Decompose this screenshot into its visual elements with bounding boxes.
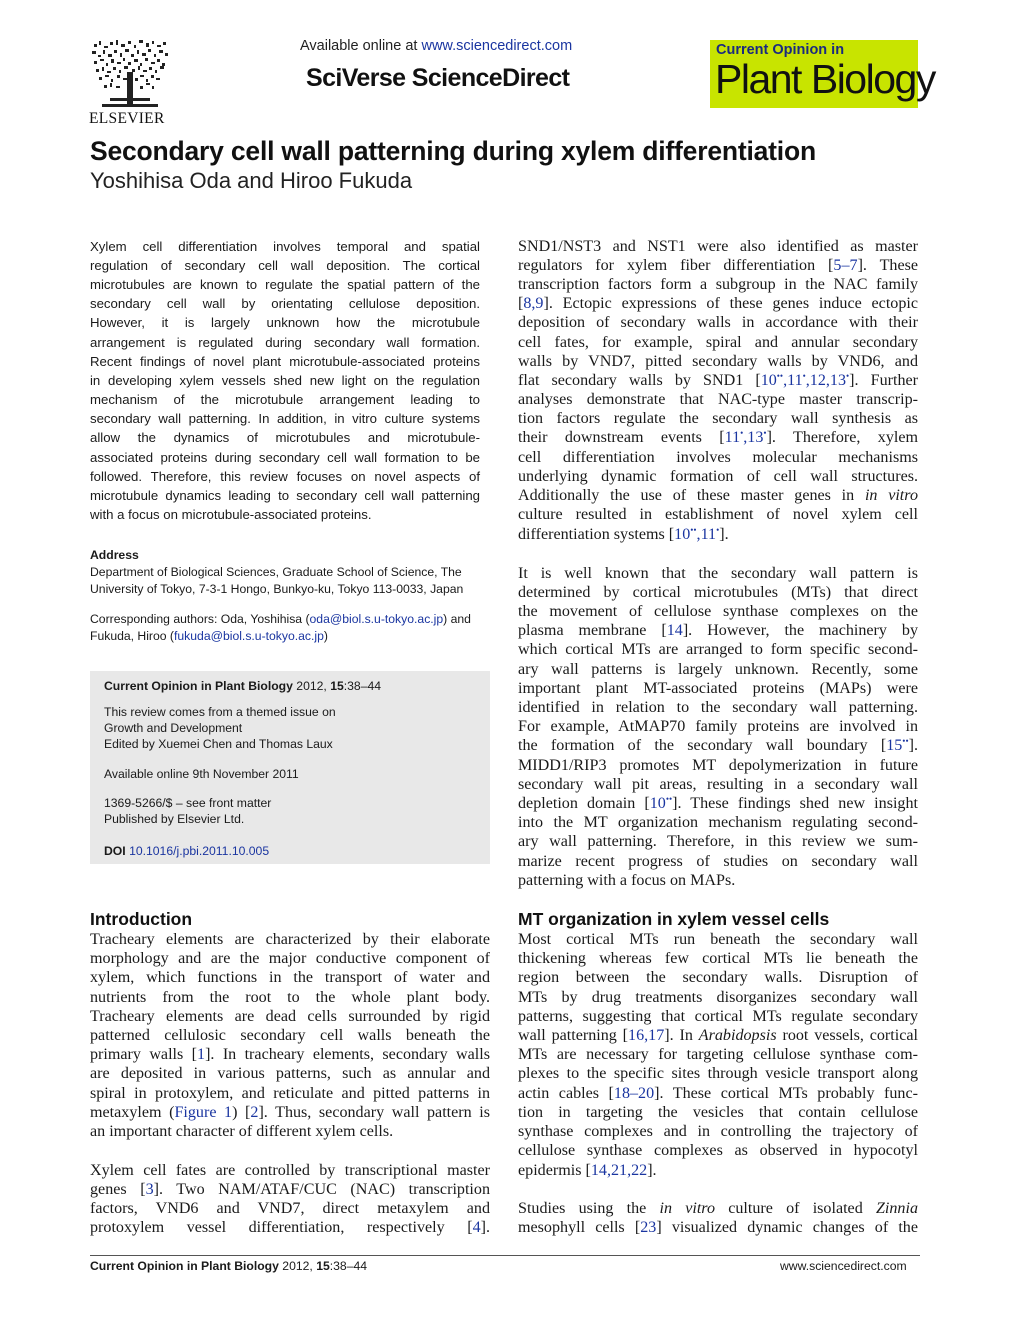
footer-url[interactable]: www.sciencedirect.com bbox=[780, 1259, 907, 1273]
available-online-line bbox=[300, 38, 572, 54]
reference-link[interactable]: 10••,11• bbox=[674, 525, 720, 543]
body-line: mesophyll cells [23] visualized dynamic changes of the bbox=[518, 1219, 919, 1236]
body-line: identified in relation to the secondary wall patterning. bbox=[518, 699, 918, 716]
body-line: underlying dynamic formation of cell wall structures. bbox=[518, 468, 918, 485]
body-line: culture resulted in establishment of novel xylem cell bbox=[518, 506, 918, 523]
body-line: plasma membrane [14]. However, the machinery by bbox=[518, 622, 918, 639]
section-heading-mt-organization: MT organization in xylem vessel cells bbox=[518, 909, 830, 929]
address-line2: University of Tokyo, 7-3-1 Hongo, Bunkyo-ku, Tokyo 113-0033, Japan bbox=[90, 582, 464, 596]
reference-link[interactable]: 14,21,22 bbox=[590, 1162, 648, 1179]
reference-link[interactable]: 10••,11•,12,13• bbox=[760, 371, 850, 389]
doi-line bbox=[104, 844, 269, 858]
footer-pages: :38–44 bbox=[329, 1259, 368, 1273]
footer-divider bbox=[90, 1255, 920, 1256]
body-line: marize recent progress of studies on secondary wall bbox=[518, 853, 918, 870]
body-line: morphology and are the major conductive component of bbox=[90, 950, 490, 967]
abstract-line: microtubule dynamics leading to secondary cell wall patterning bbox=[90, 488, 480, 503]
section-heading-introduction: Introduction bbox=[90, 909, 193, 929]
reference-link[interactable]: 10•• bbox=[649, 794, 673, 812]
article-title: Secondary cell wall patterning during xylem differentiation bbox=[90, 136, 816, 166]
corresponding-suffix: ) bbox=[323, 629, 328, 643]
reference-link[interactable]: 4 bbox=[472, 1219, 481, 1236]
body-line: nutrients from the root to the whole plant body. bbox=[90, 989, 490, 1006]
body-line: SND1/NST3 and NST1 were also identified as master bbox=[518, 238, 918, 255]
reference-link[interactable]: 2 bbox=[250, 1104, 259, 1121]
body-line: It is well known that the secondary wall pattern is bbox=[518, 565, 918, 582]
body-line: analyses demonstrate that NAC-type master transcrip- bbox=[518, 391, 918, 408]
reference-link[interactable]: 14 bbox=[666, 622, 683, 639]
body-line: the movement of cellulose synthase complexes on the bbox=[518, 603, 918, 620]
body-line: genes [3]. Two NAM/ATAF/CUC (NAC) transcription bbox=[90, 1181, 490, 1198]
article-authors: Yoshihisa Oda and Hiroo Fukuda bbox=[90, 168, 413, 193]
abstract-line: Recent findings of novel plant microtubule-associated proteins bbox=[90, 354, 480, 369]
abstract-line: secondary wall patterning. In addition, in vitro culture systems bbox=[90, 411, 480, 426]
abstract-line: in developing xylem vessels shed new light on the regulation bbox=[90, 373, 480, 388]
article-info-box bbox=[90, 671, 490, 864]
body-line: actin cables [18–20]. These cortical MTs probably func- bbox=[518, 1085, 918, 1102]
citation-line bbox=[104, 679, 381, 693]
footer-volume: 15 bbox=[316, 1259, 330, 1273]
reference-link[interactable]: 1 bbox=[197, 1046, 206, 1063]
body-line: flat secondary walls by SND1 [10••,11•,12,13•]. Further bbox=[518, 371, 918, 389]
reference-link[interactable]: 18–20 bbox=[613, 1085, 655, 1102]
issue-line2: Growth and Development bbox=[104, 721, 243, 735]
abstract-line: allow the dynamics of microtubules and microtubule- bbox=[90, 430, 480, 445]
body-line: thickening whereas few cortical MTs lie beneath the bbox=[518, 950, 918, 967]
body-line: factors, VND6 and VND7, direct metaxylem and bbox=[90, 1200, 490, 1217]
figure-link[interactable]: Figure 1 bbox=[174, 1104, 233, 1121]
reference-link[interactable]: 11•,13• bbox=[724, 428, 767, 446]
body-line: patterning with a focus on MAPs. bbox=[518, 872, 736, 889]
body-line: MIDD1/RIP3 promotes MT depolymerization in future bbox=[518, 757, 918, 774]
body-line: cell fates, for example, spiral and annular secondary bbox=[518, 334, 918, 351]
body-line: into the MT organization mechanism regulating second- bbox=[518, 814, 918, 831]
body-line: primary walls [1]. In tracheary elements, secondary walls bbox=[90, 1046, 490, 1063]
published-line: Published by Elsevier Ltd. bbox=[104, 812, 245, 826]
issn-line: 1369-5266/$ – see front matter bbox=[104, 796, 272, 810]
citation-pages: :38–44 bbox=[343, 679, 382, 693]
elsevier-logo bbox=[90, 38, 170, 126]
journal-logo bbox=[710, 40, 935, 108]
corresponding-mid: ) and bbox=[443, 612, 471, 626]
body-line: transcription factors form a subgroup in the NAC family bbox=[518, 276, 918, 293]
email-link-fukuda[interactable]: fukuda@biol.s.u-tokyo.ac.jp bbox=[174, 629, 324, 643]
body-line: are deposited in various patterns, such as annular and bbox=[90, 1065, 490, 1082]
body-line: walls by VND7, pitted secondary walls by VND6, and bbox=[518, 353, 918, 370]
platform-name: SciVerse ScienceDirect bbox=[306, 64, 570, 92]
body-line: [8,9]. Ectopic expressions of these genes induce ectopic bbox=[518, 295, 918, 312]
abstract-line: with a focus on microtubule-associated proteins. bbox=[90, 507, 372, 522]
body-line: important plant MT-associated proteins (MAPs) were bbox=[518, 680, 918, 697]
body-line: cellulose synthase complexes as observed in hypocotyl bbox=[518, 1142, 918, 1159]
citation-year: 2012, bbox=[292, 679, 331, 693]
footer-year: 2012, bbox=[278, 1259, 317, 1273]
body-line: Xylem cell fates are controlled by transcriptional master bbox=[90, 1162, 490, 1179]
address-line1: Department of Biological Sciences, Graduate School of Science, The bbox=[90, 565, 462, 579]
citation-journal: Current Opinion in Plant Biology bbox=[104, 679, 293, 693]
abstract-line: regulation of secondary cell wall deposition. The cortical bbox=[90, 258, 480, 273]
body-line: differentiation systems [10••,11•]. bbox=[518, 525, 729, 543]
body-line: tion in targeting the vesicles that contain cellulose bbox=[518, 1104, 918, 1121]
body-line: cell differentiation involves molecular mechanisms bbox=[518, 449, 918, 466]
abstract-line: followed. Therefore, this review focuses on novel aspects of bbox=[90, 469, 480, 484]
body-line: tion factors regulate the secondary wall synthesis as bbox=[518, 410, 918, 427]
body-line: Studies using the in vitro culture of isolated Zinnia bbox=[518, 1200, 918, 1217]
corresponding-prefix: Corresponding authors: Oda, Yoshihisa ( bbox=[90, 612, 310, 626]
journal-logo-line2: Plant Biology bbox=[715, 56, 935, 102]
corresponding-line2 bbox=[90, 627, 328, 645]
body-line: wall patterning [16,17]. In Arabidopsis root vessels, cortical bbox=[518, 1027, 918, 1044]
abstract-line: microtubules are known to regulate the spatial pattern of the bbox=[90, 277, 480, 292]
body-line: spiral in protoxylem, and reticulate and pitted patterns in bbox=[90, 1085, 490, 1102]
publisher-name: ELSEVIER bbox=[89, 110, 165, 127]
corresponding-line1 bbox=[90, 610, 471, 628]
body-line: ary wall patterns is largely unknown. Recently, some bbox=[518, 661, 918, 678]
body-line: ary wall patterning. Therefore, in this review we sum- bbox=[518, 833, 918, 850]
body-line: patterned cellulosic secondary cell walls beneath the bbox=[90, 1027, 490, 1044]
reference-link[interactable]: 3 bbox=[145, 1181, 154, 1198]
journal-logo-line1: Current Opinion in bbox=[716, 42, 845, 58]
body-line: plexes to the specific sites through vesicle transport along bbox=[518, 1065, 918, 1082]
available-online-label: Available online at bbox=[300, 38, 422, 54]
body-line: xylem, which functions in the transport of water and bbox=[90, 969, 490, 986]
body-line: an important character of different xylem cells. bbox=[90, 1123, 394, 1140]
body-line: region between the secondary walls. Disruption of bbox=[518, 969, 918, 986]
body-line: synthase complexes and in controlling the trajectory of bbox=[518, 1123, 918, 1140]
body-line: Tracheary elements are characterized by their elaborate bbox=[90, 931, 490, 948]
footer-citation bbox=[90, 1259, 367, 1273]
body-line: MTs are necessary for targeting cellulose synthase com- bbox=[518, 1046, 918, 1063]
body-line: Tracheary elements are dead cells surrounded by rigid bbox=[90, 1008, 490, 1025]
available-online-date: Available online 9th November 2011 bbox=[104, 767, 299, 781]
body-line: MTs by drug treatments disorganizes secondary wall bbox=[518, 989, 918, 1006]
body-line: their downstream events [11•,13•]. Therefore, xylem bbox=[518, 428, 918, 446]
corresponding-line2-prefix: Fukuda, Hiroo ( bbox=[90, 629, 174, 643]
body-line: patterns, suggesting that cortical MTs regulate secondary bbox=[518, 1008, 918, 1025]
body-line: regulators for xylem fiber differentiation [5–7]. These bbox=[518, 257, 918, 274]
abstract-line: secondary cell wall by orientating cellulose deposition. bbox=[90, 296, 480, 311]
footer-journal: Current Opinion in Plant Biology bbox=[90, 1259, 279, 1273]
reference-link[interactable]: 15•• bbox=[886, 736, 909, 754]
body-line: For example, AtMAP70 family proteins are involved in bbox=[518, 718, 918, 735]
body-line: metaxylem (Figure 1) [2]. Thus, secondary wall pattern is bbox=[90, 1104, 491, 1121]
reference-link[interactable]: 23 bbox=[640, 1219, 657, 1236]
reference-link[interactable]: 8,9 bbox=[523, 295, 544, 312]
doi-label: DOI bbox=[104, 844, 130, 858]
abstract-line: associated proteins during secondary cell wall formation to be bbox=[90, 450, 480, 465]
body-line: Additionally the use of these master genes in in vitro bbox=[518, 487, 918, 504]
sciencedirect-link[interactable]: www.sciencedirect.com bbox=[421, 38, 573, 54]
abstract-line: Xylem cell differentiation involves temporal and spatial bbox=[90, 239, 480, 254]
abstract-line: However, it is largely unknown how the microtubule bbox=[90, 315, 480, 330]
body-line: secondary wall pit areas, resulting in a secondary wall bbox=[518, 776, 918, 793]
issue-line1: This review comes from a themed issue on bbox=[104, 705, 336, 719]
elsevier-tree-icon bbox=[90, 38, 170, 110]
body-line: determined by cortical microtubules (MTs) that direct bbox=[518, 584, 918, 601]
address-heading: Address bbox=[90, 548, 139, 562]
body-line: protoxylem vessel differentiation, respectively [4]. bbox=[90, 1219, 490, 1236]
body-line: the formation of the secondary wall boundary [15••]. bbox=[518, 736, 918, 754]
body-line: depletion domain [10••]. These findings shed new insight bbox=[518, 794, 918, 812]
doi-link[interactable]: 10.1016/j.pbi.2011.10.005 bbox=[129, 844, 270, 858]
body-line: epidermis [14,21,22]. bbox=[518, 1162, 657, 1179]
body-line: Most cortical MTs run beneath the secondary wall bbox=[518, 931, 918, 948]
reference-link[interactable]: 16,17 bbox=[628, 1027, 665, 1044]
body-line: deposition of secondary walls in accordance with their bbox=[518, 314, 918, 331]
issue-line3: Edited by Xuemei Chen and Thomas Laux bbox=[104, 737, 333, 751]
email-link-oda[interactable]: oda@biol.s.u-tokyo.ac.jp bbox=[309, 612, 444, 626]
body-line: which cortical MTs are arranged to form specific second- bbox=[518, 641, 918, 658]
citation-volume: 15 bbox=[330, 679, 344, 693]
abstract-line: mechanism of the microtubule arrangement leading to bbox=[90, 392, 480, 407]
abstract-line: arrangement is regulated during secondary wall formation. bbox=[90, 335, 480, 350]
reference-link[interactable]: 5–7 bbox=[833, 257, 858, 274]
